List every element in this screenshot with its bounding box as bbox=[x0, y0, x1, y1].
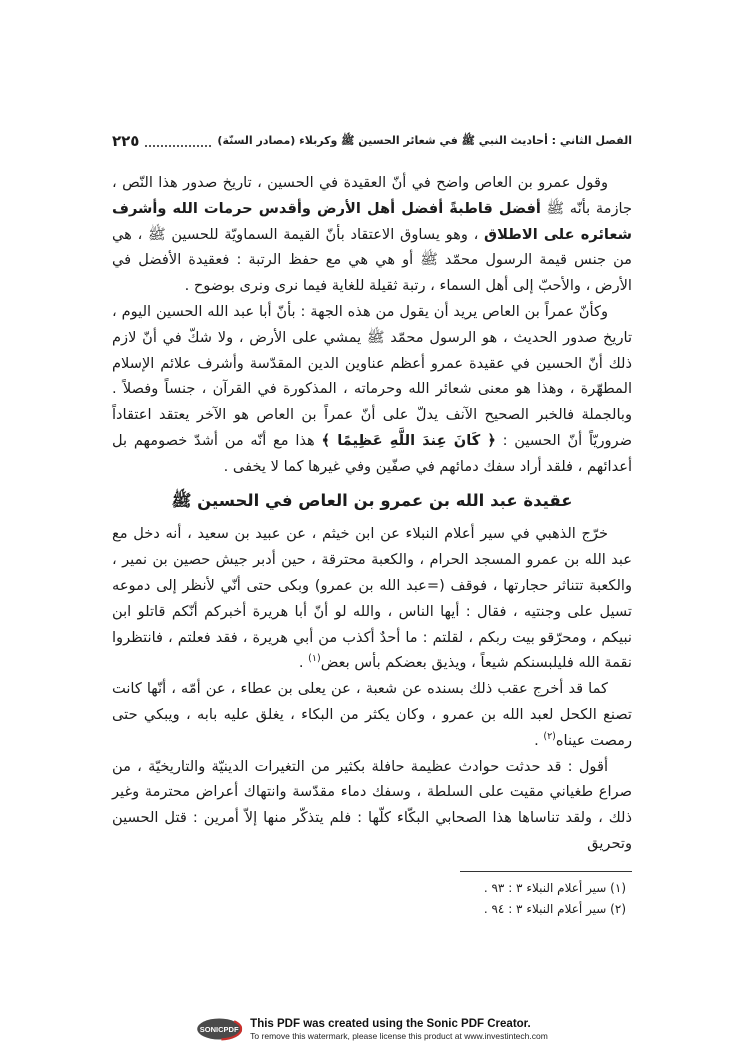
paragraph-2-text: وكأنّ عمراً بن العاص يريد أن يقول من هذه الجهة : بأنّ أبا عبد الله الحسين اليوم ، تاريخ صدور الحديث ، هو الرسول محمّد ﷺ يمشي على الأرض ، ولا شكّ في أنّ لازم ذلك أنّ الحسين في عقيدة عمرو أعظم عناوين الدين المقدّسة وأشرف علائم الإسلام المطهّرة ، وهذا هو معنى شعائر الله وحرماته ، المذكورة في القرآن ، جنساً وفصلاً . وبالجملة فالخبر الصحيح الآنف يدلّ على أنّ عمراً بن العاص هو الآخر يعتقد اعتقاداً ضروريّاً أنّ الحسين : bbox=[112, 302, 632, 449]
paragraph-1-text-cont: ، وهو يساوق الاعتقاد بأنّ القيمة السماويّة للحسين ﷺ ، هي من جنس قيمة الرسول محمّد ﷺ أو هي هي مع حفظ الرتبة : فعقيدة الأفضل في الأرض ، والأحبّ إلى أهل السماء ، رتبة ثقيلة للغاية فيما نرى ونرى بوضوح . bbox=[112, 225, 632, 295]
page-content bbox=[112, 132, 632, 920]
footnote-1: (١) سير أعلام النبلاء ٣ : ٩٣ . bbox=[483, 880, 626, 895]
watermark-text bbox=[250, 1018, 548, 1041]
footnote-2: (٢) سير أعلام النبلاء ٣ : ٩٤ . bbox=[483, 901, 626, 916]
page-header bbox=[112, 132, 632, 150]
sonic-pdf-logo-icon bbox=[196, 1017, 242, 1041]
paragraph-1-text: وقول عمرو بن العاص واضح في أنّ العقيدة في الحسين ، تاريخ صدور هذا النّص ، جازمة بأنّه ﷺ bbox=[112, 174, 632, 217]
paragraph-4-end: . bbox=[534, 731, 544, 749]
quran-quote: ﴿ كَانَ عِندَ اللَّهِ عَظِيمًا ﴾ bbox=[321, 431, 496, 449]
paragraph-4 bbox=[112, 676, 632, 753]
paragraph-3-text: خرّج الذهبي في سير أعلام النبلاء عن ابن خيثم ، عن عبيد بن سعيد ، أنه دخل مع عبد الله بن عمرو المسجد الحرام ، والكعبة محترقة ، حين أدبر جيش حصين بن نمير ، والكعبة تتناثر حجارتها ، فوقف (=عبد الله بن عمرو) وبكى حتى أنّي لأنظر إلى دموعه تسيل على وجنتيه ، فقال : أيها الناس ، والله لو أنّ أبا هريرة أخبركم أنّكم قاتلو ابن نبيكم ، ومحرّقو بيت ربكم ، لقلتم : ما أحدٌ أكذب من أبي هريرة ، فقد فعلتم ، فانتظروا نقمة الله فليلبسنكم شيعاً ، ويذيق بعضكم بأس بعض bbox=[112, 525, 632, 672]
watermark-link[interactable]: www.investintech.com bbox=[464, 1030, 548, 1041]
paragraph-1 bbox=[112, 170, 632, 299]
dotted-leader bbox=[145, 145, 211, 147]
watermark-line-2-text: To remove this watermark, please license this product at bbox=[250, 1030, 465, 1041]
paragraph-3-end: . bbox=[298, 654, 309, 672]
page-number: ٢٢٥ bbox=[112, 132, 140, 150]
footnotes bbox=[112, 878, 632, 920]
watermark-line-1: This PDF was created using the Sonic PDF Creator. bbox=[250, 1017, 531, 1030]
paragraph-3 bbox=[112, 521, 632, 676]
paragraph-5 bbox=[112, 754, 632, 857]
body-text bbox=[112, 170, 632, 857]
paragraph-2-text-cont: هذا مع أنّه من أشدّ خصومهم بل أعدائهم ، فلقد أراد سفك دمائهم في صفّين وفي غيرها كما لا يخفى . bbox=[112, 431, 632, 475]
footnote-marker-1: (١) bbox=[308, 653, 321, 665]
pdf-watermark bbox=[196, 1017, 548, 1041]
footnote-separator bbox=[460, 871, 632, 872]
paragraph-2 bbox=[112, 299, 632, 480]
sonic-pdf-logo-text: SONICPDF bbox=[199, 1025, 239, 1034]
chapter-title: الفصل الثاني : أحاديث النبي ﷺ في شعائر الحسين ﷺ وكربلاء (مصادر السنّة) bbox=[217, 134, 632, 147]
footnote-marker-2: (٢) bbox=[543, 730, 556, 742]
paragraph-1-bold-text: أفضل قاطبةً أفضل أهل الأرض وأقدس حرمات الله وأشرف شعائره على الاطلاق bbox=[112, 199, 633, 243]
section-heading: عقيدة عبد الله بن عمرو بن العاص في الحسين ﷺ bbox=[171, 490, 573, 510]
paragraph-5-text: أقول : قد حدثت حوادث عظيمة حافلة بكثير من التغيرات الدينيّة والتاريخيّة ، من صراع طغياني مقيت على السلطة ، وسفك دماء مقدّسة وانتهاك أعراض محترمة وغير ذلك ، ولقد تناساها هذا الصحابي البكّاء كلّها : فلم يتذكّر منها إلاّ أمرين : قتل الحسين وتحريق bbox=[112, 757, 632, 852]
watermark-line-2 bbox=[250, 1031, 548, 1041]
paragraph-4-text: كما قد أخرج عقب ذلك بسنده عن شعبة ، عن يعلى بن عطاء ، عن أمّه ، أنّها كانت تصنع الكحل لعبد الله بن عمرو ، وكان يكثر من البكاء ، يغلق عليه بابه ، ويبكي حتى رمصت عيناه bbox=[112, 680, 632, 749]
